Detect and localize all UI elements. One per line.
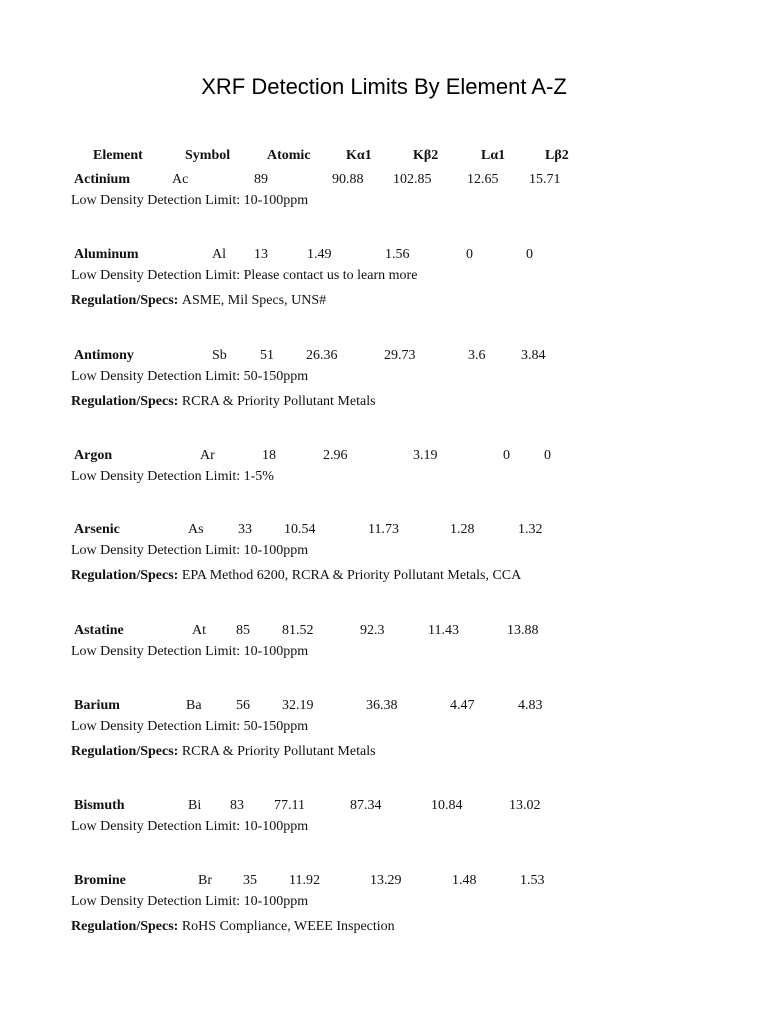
element-ka1: 11.92 xyxy=(289,873,320,888)
element-row xyxy=(0,798,768,816)
element-symbol: Ac xyxy=(172,172,189,187)
element-la1: 0 xyxy=(503,448,510,463)
element-ka1: 1.49 xyxy=(307,247,332,262)
element-ka1: 77.11 xyxy=(274,798,305,813)
element-atomic: 18 xyxy=(262,448,276,463)
detection-limit: Low Density Detection Limit: 10-100ppm xyxy=(71,543,309,558)
regulation-label: Regulation/Specs: xyxy=(71,744,182,759)
column-header-ka1: Kα1 xyxy=(346,148,372,163)
element-row xyxy=(0,172,768,190)
element-name: Arsenic xyxy=(74,522,120,537)
detection-limit: Low Density Detection Limit: 10-100ppm xyxy=(71,644,309,659)
element-row xyxy=(0,348,768,366)
element-name: Astatine xyxy=(74,623,124,638)
element-name: Actinium xyxy=(74,172,130,187)
column-header-lb2: Lβ2 xyxy=(545,148,569,163)
detection-limit: Low Density Detection Limit: 1-5% xyxy=(71,469,274,484)
element-la1: 1.48 xyxy=(452,873,477,888)
element-name: Antimony xyxy=(74,348,134,363)
element-name: Argon xyxy=(74,448,113,463)
element-lb2: 3.84 xyxy=(521,348,546,363)
regulation-value: EPA Method 6200, RCRA & Priority Pollutant Metals, CCA xyxy=(181,568,522,583)
element-lb2: 0 xyxy=(544,448,551,463)
element-la1: 11.43 xyxy=(428,623,459,638)
element-kb2: 87.34 xyxy=(350,798,382,813)
regulation-label: Regulation/Specs: xyxy=(71,293,182,308)
element-atomic: 85 xyxy=(236,623,250,638)
element-kb2: 92.3 xyxy=(360,623,385,638)
detection-limit: Low Density Detection Limit: 50-150ppm xyxy=(71,719,309,734)
element-name: Barium xyxy=(74,698,120,713)
column-header-symbol: Symbol xyxy=(185,148,231,163)
element-symbol: Al xyxy=(212,247,226,262)
detection-limit: Low Density Detection Limit: 10-100ppm xyxy=(71,894,309,909)
element-symbol: Bi xyxy=(188,798,202,813)
element-atomic: 35 xyxy=(243,873,257,888)
detection-limit: Low Density Detection Limit: 10-100ppm xyxy=(71,819,309,834)
element-atomic: 83 xyxy=(230,798,244,813)
element-row xyxy=(0,873,768,891)
element-ka1: 32.19 xyxy=(282,698,314,713)
element-kb2: 29.73 xyxy=(384,348,416,363)
regulation-specs xyxy=(71,293,326,309)
element-la1: 4.47 xyxy=(450,698,475,713)
detection-limit: Low Density Detection Limit: 10-100ppm xyxy=(71,193,309,208)
element-atomic: 51 xyxy=(260,348,274,363)
column-header-kb2: Kβ2 xyxy=(413,148,439,163)
element-ka1: 2.96 xyxy=(323,448,348,463)
element-la1: 0 xyxy=(466,247,473,262)
element-la1: 3.6 xyxy=(468,348,486,363)
column-header-la1: Lα1 xyxy=(481,148,506,163)
element-ka1: 90.88 xyxy=(332,172,364,187)
element-atomic: 33 xyxy=(238,522,252,537)
element-name: Bismuth xyxy=(74,798,125,813)
element-symbol: Ar xyxy=(200,448,215,463)
element-kb2: 13.29 xyxy=(370,873,402,888)
element-row xyxy=(0,522,768,540)
page-title: XRF Detection Limits By Element A-Z xyxy=(201,74,567,99)
element-ka1: 81.52 xyxy=(282,623,314,638)
element-kb2: 3.19 xyxy=(413,448,438,463)
element-la1: 10.84 xyxy=(431,798,463,813)
element-name: Aluminum xyxy=(74,247,139,262)
element-row xyxy=(0,698,768,716)
regulation-value: RCRA & Priority Pollutant Metals xyxy=(181,394,376,409)
element-symbol: As xyxy=(188,522,204,537)
regulation-specs xyxy=(71,568,521,584)
element-symbol: Sb xyxy=(212,348,227,363)
column-header-atomic: Atomic xyxy=(267,148,311,163)
element-lb2: 0 xyxy=(526,247,533,262)
element-symbol: At xyxy=(192,623,206,638)
element-atomic: 56 xyxy=(236,698,250,713)
element-lb2: 15.71 xyxy=(529,172,561,187)
element-lb2: 1.32 xyxy=(518,522,543,537)
detection-limit: Low Density Detection Limit: Please contact us to learn more xyxy=(71,268,418,283)
element-kb2: 11.73 xyxy=(368,522,399,537)
element-lb2: 1.53 xyxy=(520,873,545,888)
element-lb2: 13.88 xyxy=(507,623,539,638)
regulation-value: ASME, Mil Specs, UNS# xyxy=(181,293,327,308)
regulation-specs xyxy=(71,919,395,935)
element-name: Bromine xyxy=(74,873,126,888)
regulation-label: Regulation/Specs: xyxy=(71,568,182,583)
element-la1: 1.28 xyxy=(450,522,475,537)
regulation-label: Regulation/Specs: xyxy=(71,919,182,934)
element-row xyxy=(0,448,768,466)
element-atomic: 89 xyxy=(254,172,268,187)
element-atomic: 13 xyxy=(254,247,268,262)
element-lb2: 13.02 xyxy=(509,798,541,813)
column-header-element: Element xyxy=(93,148,143,163)
element-kb2: 102.85 xyxy=(393,172,432,187)
element-la1: 12.65 xyxy=(467,172,499,187)
element-row xyxy=(0,623,768,641)
element-lb2: 4.83 xyxy=(518,698,543,713)
element-symbol: Br xyxy=(198,873,212,888)
element-ka1: 10.54 xyxy=(284,522,316,537)
regulation-value: RCRA & Priority Pollutant Metals xyxy=(181,744,376,759)
element-kb2: 36.38 xyxy=(366,698,398,713)
detection-limit: Low Density Detection Limit: 50-150ppm xyxy=(71,369,309,384)
regulation-specs xyxy=(71,394,376,410)
regulation-value: RoHS Compliance, WEEE Inspection xyxy=(181,919,395,934)
element-row xyxy=(0,247,768,265)
element-kb2: 1.56 xyxy=(385,247,410,262)
regulation-specs xyxy=(71,744,376,760)
element-ka1: 26.36 xyxy=(306,348,338,363)
regulation-label: Regulation/Specs: xyxy=(71,394,182,409)
element-symbol: Ba xyxy=(186,698,202,713)
